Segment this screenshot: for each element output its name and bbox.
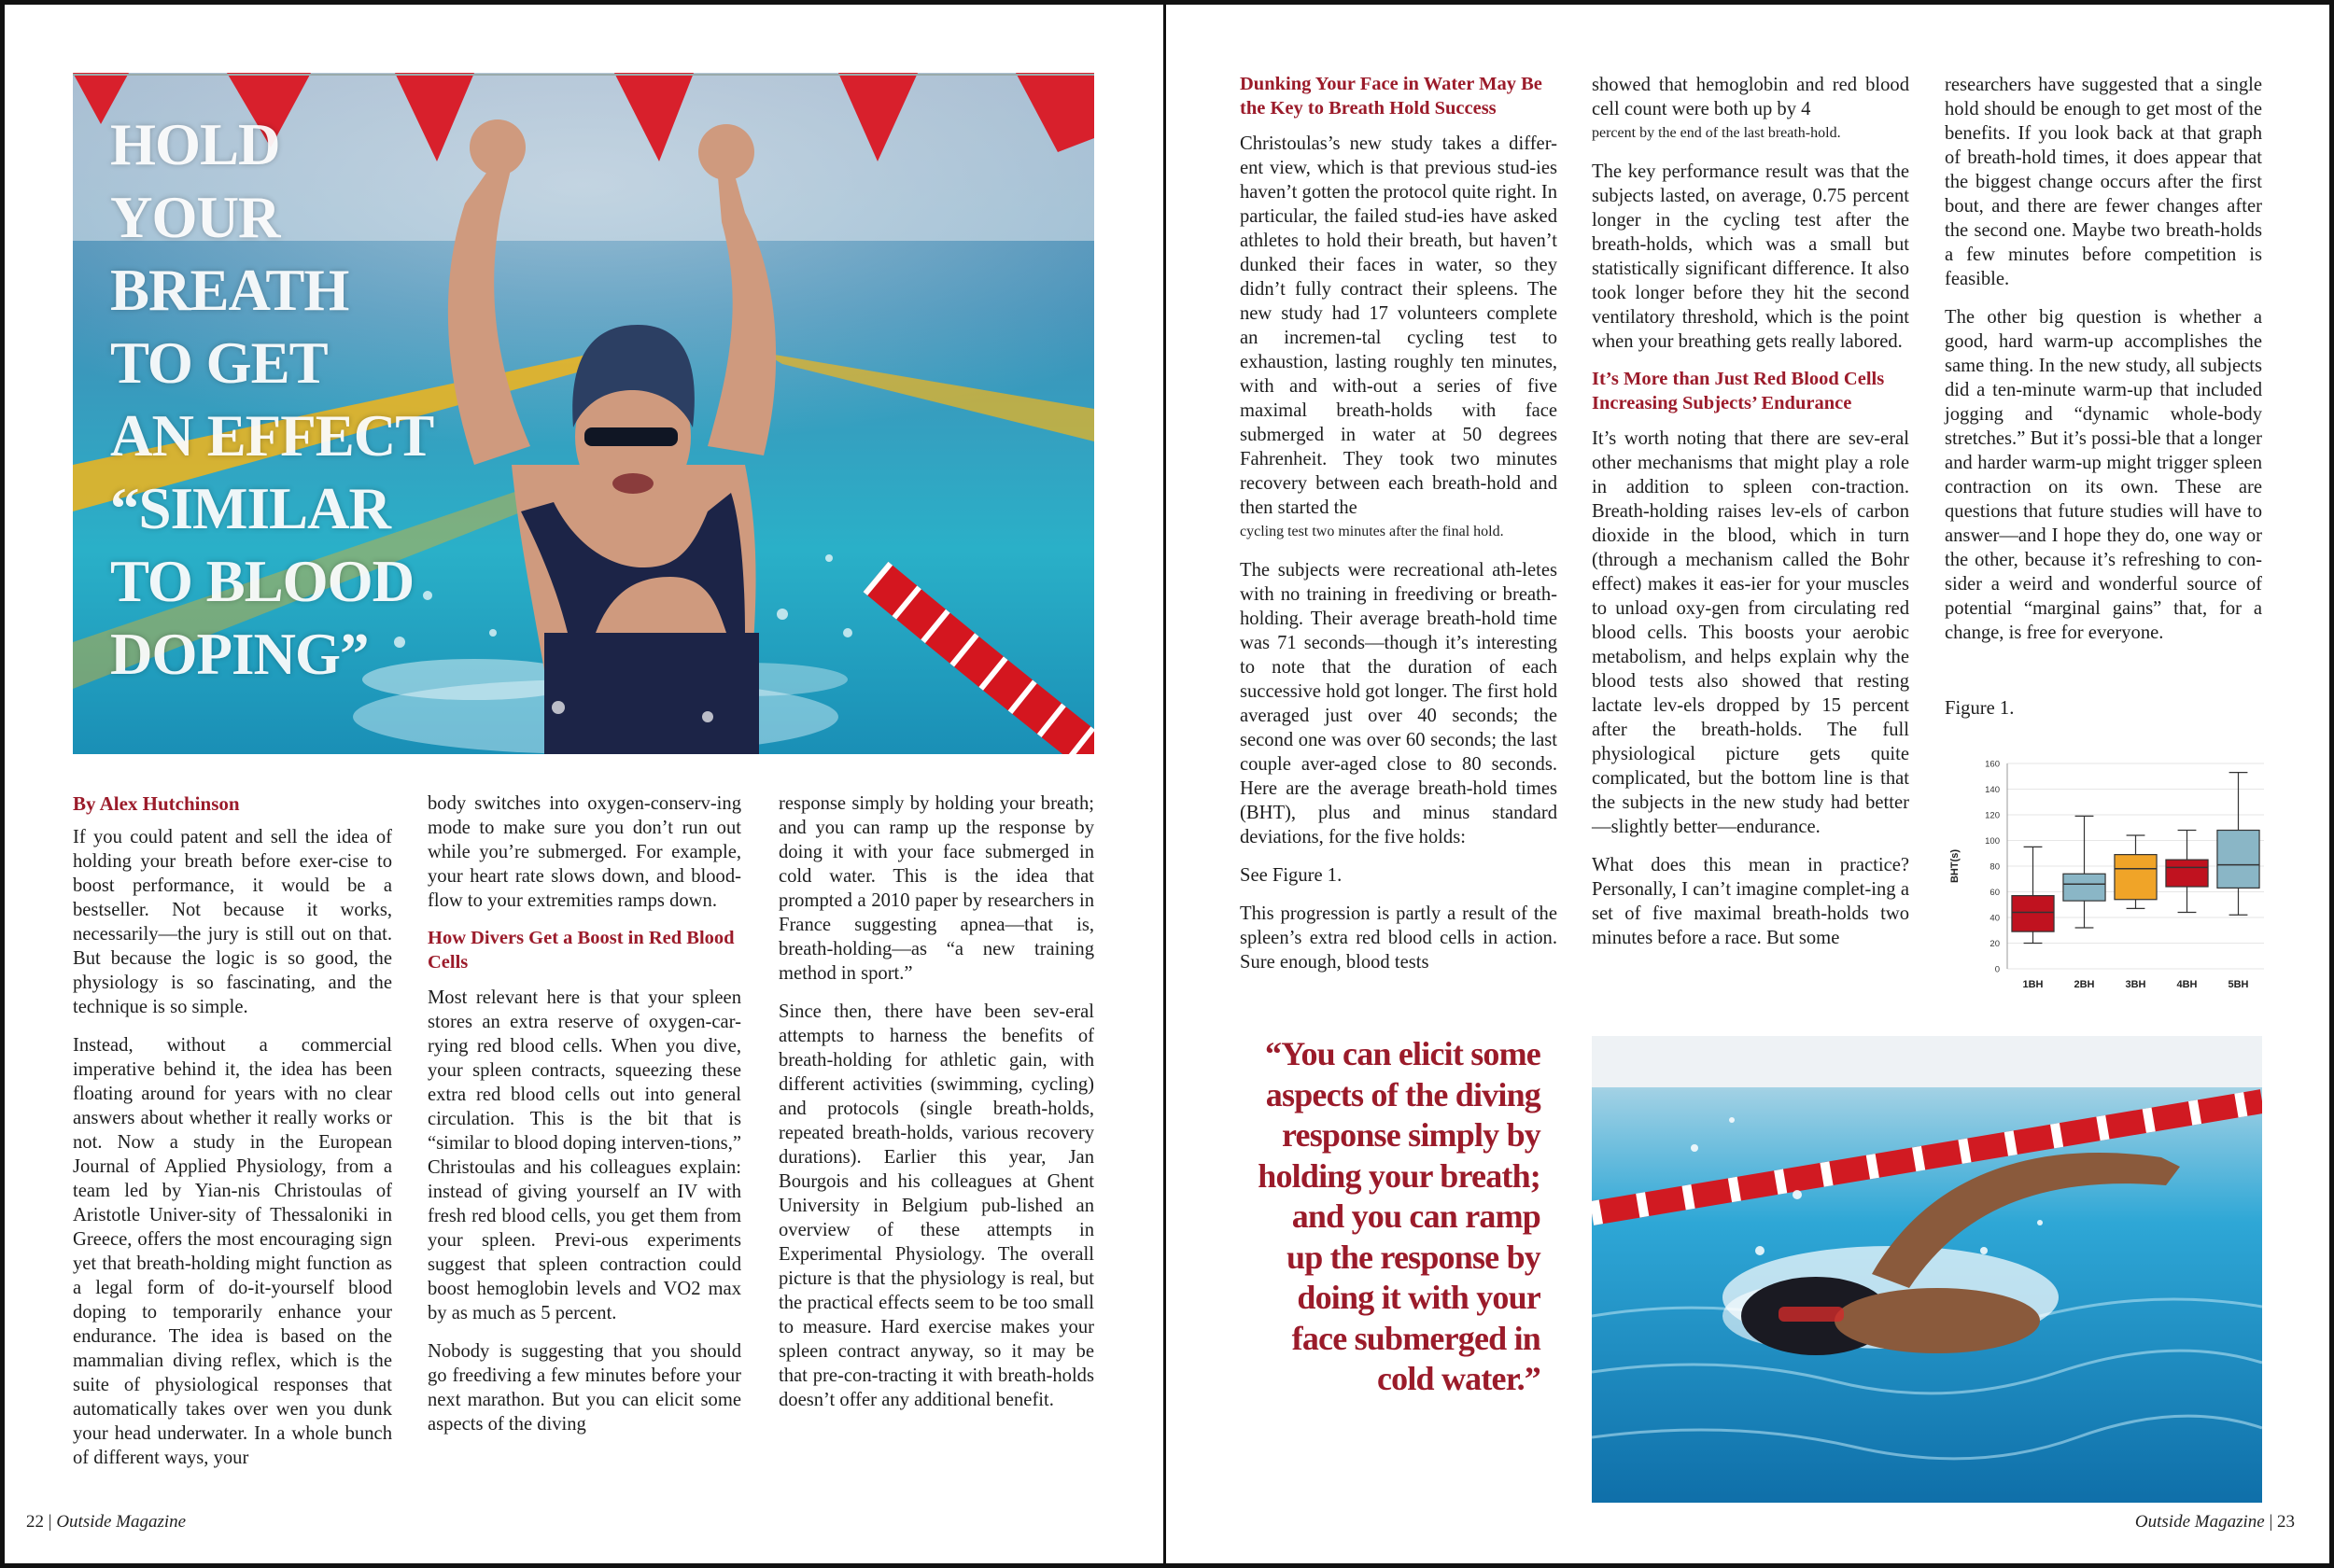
folio-right <box>2135 1512 2295 1533</box>
chart-y-tick-label: 100 <box>1985 836 2000 847</box>
folio-separator: | <box>2269 1512 2273 1532</box>
paragraph: The key performance result was that the subjects lasted, on average, 0.75 percent longer in the cycling test after the breath-holds, which was a small but statistically significant difference. It also took longer before they hit the second ventilatory threshold, which is the point when your breathing gets really labored. <box>1592 161 1909 352</box>
subheading: Dunking Your Face in Water May Be the Key to Breath Hold Success <box>1240 74 1542 119</box>
chart-y-tick-label: 20 <box>1990 939 2000 949</box>
paragraph <box>1240 132 1557 520</box>
paragraph: researchers have suggested that a single hold should be enough to get most of the benefits. If you look back at that graph of breath-hold times, it does appear that the biggest change occurs after the first bout, and there are fewer changes after the second one. Maybe two breath-holds a few minutes before competition is feasible. <box>1945 75 2262 289</box>
headline-line: TO BLOOD <box>110 549 415 614</box>
chart-box <box>2115 855 2157 900</box>
chart-y-tick-label: 40 <box>1990 913 2000 924</box>
headline-line: “SIMILAR <box>110 476 391 541</box>
pull-quote-line: face submerged in <box>1291 1319 1540 1357</box>
byline: By Alex Hutchinson <box>73 792 240 815</box>
chart-x-tick-label: 5BH <box>2228 979 2249 990</box>
chart-x-tick-label: 1BH <box>2022 979 2044 990</box>
headline-line: TO GET <box>110 330 328 396</box>
pull-quote-line: doing it with your <box>1297 1279 1540 1316</box>
paragraph: Nobody is suggesting that you should go freediving a few minutes before your next marathon. But you can elicit some aspects of the diving <box>428 1341 741 1435</box>
pull-quote-line: response simply by <box>1282 1116 1540 1154</box>
chart-y-tick-label: 0 <box>1994 964 2000 975</box>
folio-separator: | <box>48 1512 52 1532</box>
headline-line: YOUR <box>110 185 280 250</box>
bht-boxplot-chart <box>1937 747 2273 999</box>
headline-line: HOLD <box>110 112 280 177</box>
paragraph: Since then, there have been sev-eral attempts to harness the benefits of breath-holding for athletic gain, with different activities (swimming, cycling) and protocols (single breath-holds, repeated breath-holds, various recovery durations). Earlier this year, Jan Bourgois and his colleagues at Ghent University in Belgium pub-lished an overview of these attempts in Experimental Physiology. The overall picture is that the physiology is real, but the practical effects seem to be too small to measure. Hard exercise makes your spleen contract anyway, so it may be that pre-con-tracting it with breath-holds doesn’t offer any additional benefit. <box>779 1001 1094 1410</box>
chart-y-tick-label: 160 <box>1985 759 2000 770</box>
figure-label: Figure 1. <box>1945 698 2015 719</box>
chart-x-tick-label: 4BH <box>2176 979 2198 990</box>
body-column-4 <box>1240 73 1557 988</box>
paragraph: What does this mean in practice? Personally, I can’t imagine complet-ing a set of five maximal breath-holds two minutes before a race. But some <box>1592 855 1909 948</box>
body-column-3 <box>779 791 1094 1426</box>
paragraph: The other big question is whether a good, hard warm-up accomplishes the same thing. In the new study, all subjects did a ten-minute warm-up that included jogging and “dynamic whole-body stretches.” But it’s possi-ble that a longer and harder warm-up might trigger spleen contraction on its own. These are questions that future studies will have to answer—and I hope they do, one way or the other, because it’s refreshing to con-sider a weird and wonderful source of potential “marginal gains” that, for a change, is free for everyone. <box>1945 307 2262 643</box>
chart-y-axis-label: BHT(s) <box>1949 848 1961 884</box>
chart-box <box>2217 831 2259 889</box>
paragraph: The subjects were recreational ath-letes with no training in freediving or breath-holding. Their average breath-hold time was 71 seconds—though it’s interesting to note that the duration of each successive hold got longer. The first hold averaged just over 40 seconds; the second one was over 60 seconds; the last couple aver-aged close to 80 seconds. Here are the average breath-hold times (BHT), plus and minus standard deviations, for the five holds: <box>1240 560 1557 847</box>
paragraph: response simply by holding your breath; and you can ramp up the response by doing it with your face submerged in cold water. This is the idea that prompted a 2010 paper by researchers in France suggesting apnea—that is, breath-holding—as “a new training method in sport.” <box>779 793 1094 984</box>
folio-left <box>26 1512 186 1533</box>
paragraph: body switches into oxygen-conserv-ing mode to make sure you don’t run out while you’re submerged. For example, your heart rate slows down, and blood-flow to your extremities ramps down. <box>428 793 741 911</box>
headline-line: DOPING” <box>110 622 369 687</box>
pull-quote-line: cold water.” <box>1376 1360 1540 1397</box>
paragraph: If you could patent and sell the idea of holding your breath before exer-cise to boost performance, it would be a bestseller. Not because it works, necessarily—the jury is still out on that. But because the logic is so good, the physiology is so fascinating, and the technique is so simple. <box>73 827 392 1017</box>
headline-line: AN EFFECT <box>110 403 434 469</box>
magazine-name: Outside Magazine <box>2134 1512 2265 1532</box>
pull-quote-line: “You can elicit some <box>1265 1035 1540 1072</box>
paragraph: See Figure 1. <box>1240 865 1343 886</box>
page-number: 23 <box>2277 1512 2295 1532</box>
paragraph: Most relevant here is that your spleen stores an extra reserve of oxygen-car-rying red blood cells. When you dive, your spleen contracts, squeezing these extra red blood cells out into general circulation. This is the bit that is “similar to blood doping interven-tions,” Christoulas and his colleagues explain: instead of giving yourself an IV with fresh red blood cells, you get them from your spleen. Previ-ous experiments suggest that spleen contraction could boost hemoglobin levels and VO2 max by as much as 5 percent. <box>428 987 741 1323</box>
chart-box <box>2012 896 2054 932</box>
paragraph: This progression is partly a result of the spleen’s extra red blood cells in action. Sure enough, blood tests <box>1240 903 1557 973</box>
headline <box>110 108 465 691</box>
pull-quote-line: and you can ramp <box>1291 1197 1540 1235</box>
chart-box <box>2063 874 2105 901</box>
pull-quote-line: aspects of the diving <box>1265 1075 1540 1113</box>
chart-y-tick-label: 60 <box>1990 888 2000 898</box>
paragraph: showed that hemoglobin and red blood cell count were both up by 4 <box>1592 75 1909 119</box>
paragraph-tail: cycling test two minutes after the final hold. <box>1240 524 1504 539</box>
chart-y-tick-label: 80 <box>1990 861 2000 873</box>
headline-line: BREATH <box>110 258 349 323</box>
magazine-name: Outside Magazine <box>56 1512 187 1532</box>
chart-box <box>2166 860 2208 887</box>
body-column-5 <box>1592 73 1909 964</box>
subheading: It’s More than Just Red Blood Cells Increasing Subjects’ Endurance <box>1592 369 1885 413</box>
chart-x-tick-label: 3BH <box>2125 979 2146 990</box>
paragraph: Instead, without a commercial imperative behind it, the idea has been floating around for years with no clear answers about whether it really works or not. Now a study in the European Journal of Applied Physiology, from a team led by Yian-nis Christoulas of Aristotle Univer-sity of Thessaloniki in Greece, offers the most encouraging sign yet that breath-holding might function as a legal form of do-it-yourself blood doping to temporarily enhance your endurance. The idea is based on the mammalian diving reflex, which is the suite of physiological responses that automatically takes over wen you dunk your head underwater. In a whole bunch of different ways, your <box>73 1035 392 1468</box>
subheading: How Divers Get a Boost in Red Blood Cells <box>428 928 735 973</box>
body-column-6 <box>1945 73 2262 659</box>
pull-quote-line: holding your breath; <box>1258 1156 1540 1195</box>
pull-quote-line: up the response by <box>1286 1238 1540 1276</box>
page-number: 22 <box>26 1512 44 1532</box>
chart-x-tick-label: 2BH <box>2074 979 2095 990</box>
body-column-1 <box>73 791 392 1484</box>
chart-y-tick-label: 140 <box>1985 785 2000 795</box>
body-column-2 <box>428 791 741 1450</box>
hero-photo-swimmer-celebrating <box>73 73 1094 754</box>
freestyle-swimmer-photo <box>1592 1036 2262 1503</box>
paragraph-text: Christoulas’s new study takes a differ-ent view, which is that previous stud-ies haven’t gotten the protocol quite right. In particular, the failed stud-ies have asked athletes to hold their breath, but haven’t dunked their faces in water, so they didn’t fully contract their spleens. The new study had 17 volunteers complete an incremen-tal cycling test to exhaustion, lasting roughly ten minutes, with and with-out a series of five maximal breath-holds with face submerged in water at 50 degrees Fahrenheit. They took two minutes recovery between each breath-hold and then started the <box>1240 133 1557 518</box>
spine-divider <box>1163 0 1166 1568</box>
paragraph: It’s worth noting that there are sev-eral other mechanisms that might play a role in addition to spleen con-traction. Breath-holding raises lev-els of carbon dioxide in the blood, which in turn (through a mechanism called the Bohr effect) makes it eas-ier for your muscles to unload oxy-gen from circulating red blood cells. This boosts your aerobic metabolism, and helps explain why the blood tests also showed that resting lactate lev-els dropped by 15 percent after the breath-holds. The full physiological picture gets quite complicated, but the bottom line is that the subjects in the new study had better—slightly better—endurance. <box>1592 428 1909 837</box>
chart-y-tick-label: 120 <box>1985 810 2000 821</box>
paragraph-tail: percent by the end of the last breath-hold. <box>1592 125 1841 141</box>
pull-quote <box>1214 1034 1540 1400</box>
